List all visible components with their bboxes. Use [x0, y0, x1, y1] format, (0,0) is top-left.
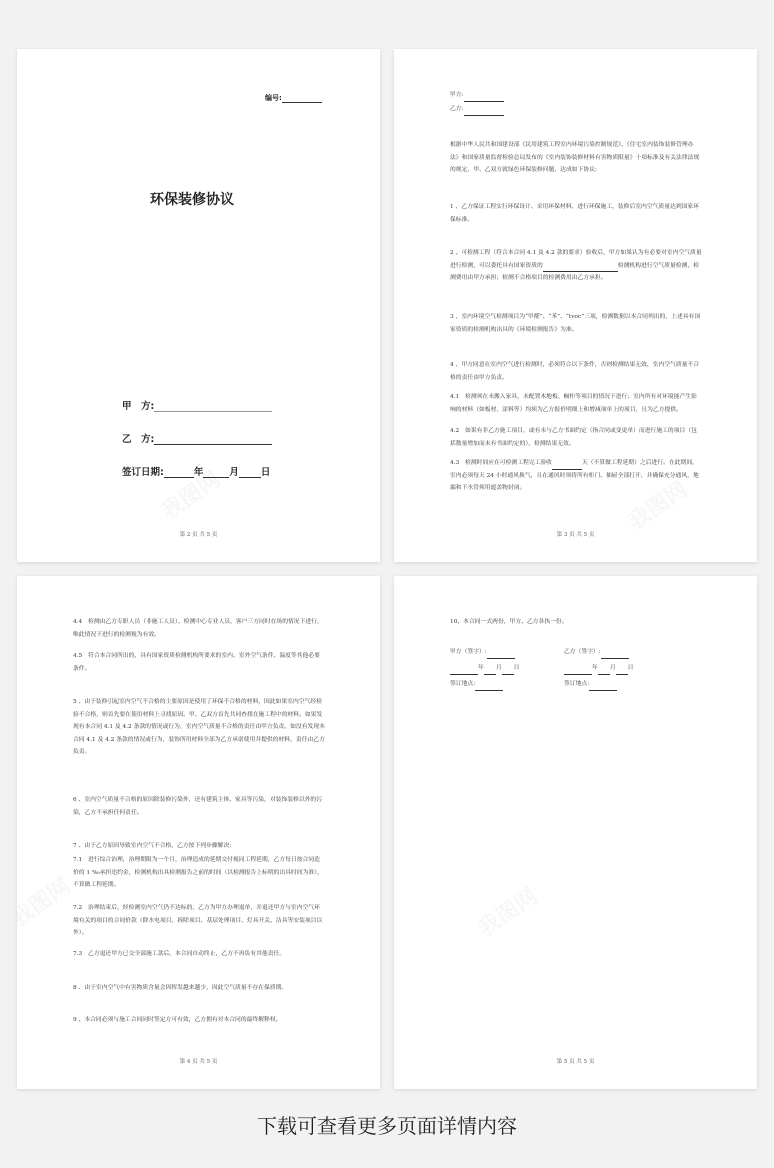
clause-4-1: 4.1 检测须在未搬入家具，未配置木地板、橱柜等项目的情况下进行；室内所有对环境能产生影响的材料（如板材，涂料等）均须为乙方报价明细上和增减项单上的项目，且为乙方提供。 [450, 394, 697, 413]
clause-7-3: 7.3 乙方退还甲方已交全部施工款后，本合同自动终止，乙方不再负有其他责任。 [73, 951, 286, 957]
party-b-place-line: 签订地点: [564, 678, 710, 691]
clause-7-2: 7.2 治理结束后，经检测室内空气仍不达标的，乙方为甲方办理退单，并退还甲方与室内空气环境有关的项目的合同价款（除水电项目、拆除项目、基层处理项目、灯具开关、洁具等安装项目以外）。 [73, 905, 323, 936]
party-a-blank [154, 401, 272, 412]
party-a-date-line: 年 月 日 [450, 662, 710, 675]
party-b-line: 乙方: [450, 103, 702, 116]
serial-number [265, 93, 322, 103]
serial-blank [282, 94, 322, 103]
clause-4-5: 4.5 符合本合同所出的，具有国家资质检测机构所要求的室内、室外空气条件、温度等其他必要条件。 [73, 653, 320, 672]
page-footer: 第 2 页 共 5 页 [179, 532, 218, 538]
party-a-sign-line: 甲方（签字）: [450, 646, 710, 659]
sign-date-label: 签订日期: [122, 467, 164, 478]
page-footer: 第 4 页 共 5 页 [179, 1059, 218, 1065]
page5-body [450, 616, 710, 736]
clause-8: 8 、由于室内空气中有害物质含量会因挥发越来越少，因此空气质量不存在保质期。 [73, 985, 288, 991]
document-title: 环保装修协议 [150, 192, 234, 208]
clause-4-2: 4.2 如果有非乙方施工项目，或有未与乙方书面约定（指合同或变更单）而进行施工的项目（包括数量增加而未有书面约定的），检测结果无效。 [450, 428, 697, 447]
party-b-blank [154, 434, 272, 445]
clause-4: 4 、甲方同意在室内空气进行检测时，必须符合以下条件，否则检测结果无效，室内空气质量不合格的责任由甲方负责。 [450, 362, 700, 381]
watermark [17, 870, 76, 933]
clause-7: 7 、由于乙方原因导致室内空气不合格，乙方按下列步骤解决: [73, 843, 232, 849]
page-footer: 第 5 页 共 5 页 [556, 1059, 595, 1065]
clause-4-3: 4.3 检测时间应在可检测工程完工验收 天（不算做工程延期）之后进行。在此期间，室内必须每天 24 小时通风换气，且在通风时须将所有柜门、抽屉全部打开，并确保充分通风，地漏和下水管须用遮盖物封闭。 [450, 460, 699, 491]
sign-date-line [122, 464, 270, 478]
intro-paragraph: 根据中华人民共和国建设部《民用建筑工程室内环境污染控制规范》、《住宅室内装饰装修管理办法》和国家质量监督检验总局发布的《室内装饰装修材料有害物质限量》十项标准及有关法律法规的规定，甲、乙双方就绿色环保装修问题，达成如下协议: [450, 142, 700, 173]
serial-label: 编号: [265, 94, 282, 102]
party-a-place-line: 签订地点: [450, 678, 710, 691]
clause-6: 6 、室内空气质量不合格的原因除装修污染外，还有建筑主体、家具等污染，对装饰装修以外的污染，乙方不承担任何责任。 [73, 797, 323, 816]
month-label: 月 [229, 467, 239, 478]
clause-1: 1 、乙方保证工程实行环保设计、采用环保材料、进行环保施工，装修后室内空气质量达到国家环保标准。 [450, 204, 700, 223]
clause-4-4: 4.4 检测由乙方专职人员（非施工人员）、检测中心专业人员、客户三方同时在场的情况下进行，唯此情况下进行的检测视为有效。 [73, 619, 323, 638]
clause-7-1: 7.1 进行综合治理，治理期限为一个月，治理造成的延期交付视同工程延期，乙方每日按合同造价的 1 ‰承担违约金，检测机构出具检测报告之前的时间（以检测报告上标明的出具时间为准），不算做工程延期。 [73, 857, 323, 888]
watermark [471, 880, 543, 943]
year-label: 年 [193, 467, 204, 478]
page-footer: 第 3 页 共 5 页 [556, 532, 595, 538]
document-page-3 [394, 49, 757, 562]
document-page-5 [394, 576, 757, 1089]
clause-10: 10、本合同一式两份，甲方、乙方各执一份。 [450, 619, 568, 625]
download-caption: 下载可查看更多页面详情内容 [257, 1114, 517, 1138]
page4-body [73, 616, 325, 1066]
party-b-line [122, 431, 272, 445]
clause-9: 9 、本合同必须与施工合同同时签定方可有效，乙方拥有对本合同的最终解释权。 [73, 1017, 282, 1023]
clause-5: 5 、由于装修引起室内空气不合格的主要原因是使用了环保不合格的材料，因此如果室内空气经检验不合格，则首先要在使用材料上寻找原因。甲、乙双方首先共同查找在施工程中的材料。如果发现有本合同 4.1 及 4.2 条款的情况或行为，室内空气质量不合格的责任由甲方负责。如没有发现本合同 4.1 及 4.2 条款的情况或行为，装饰所用材料全部为乙方承诺使用并提供的材料，责任由乙方负责。 [73, 699, 325, 755]
party-a-line: 甲方: [450, 89, 702, 102]
document-page-2 [17, 49, 380, 562]
party-b-date-line: 年 月 日 [564, 662, 710, 675]
clause-2: 2 、可检测工程（符合本合同 4.1 及 4.2 款的要求）验收后，甲方如果认为有必要对室内空气质量进行检测，可以委托具有国家资质的 检测机构进行空气质量检测，检测费用由甲方承担；检测不合格项目的检测费用由乙方承担。 [450, 250, 702, 281]
clause-3: 3 、室内环境空气检测项目为“甲醛”、“苯”、“tvoc”三项，检测数据以本合同列出的，上述具有国家资质的检测机构出具的《环境检测报告》为准。 [450, 314, 701, 333]
party-a-label: 甲 方: [122, 401, 155, 412]
party-b-label: 乙 方: [122, 434, 155, 445]
party-a-line [122, 398, 272, 412]
party-b-sign-line: 乙方（签字）: [564, 646, 710, 659]
document-page-4 [17, 576, 380, 1089]
page3-body [450, 89, 702, 529]
day-label: 日 [260, 467, 271, 478]
